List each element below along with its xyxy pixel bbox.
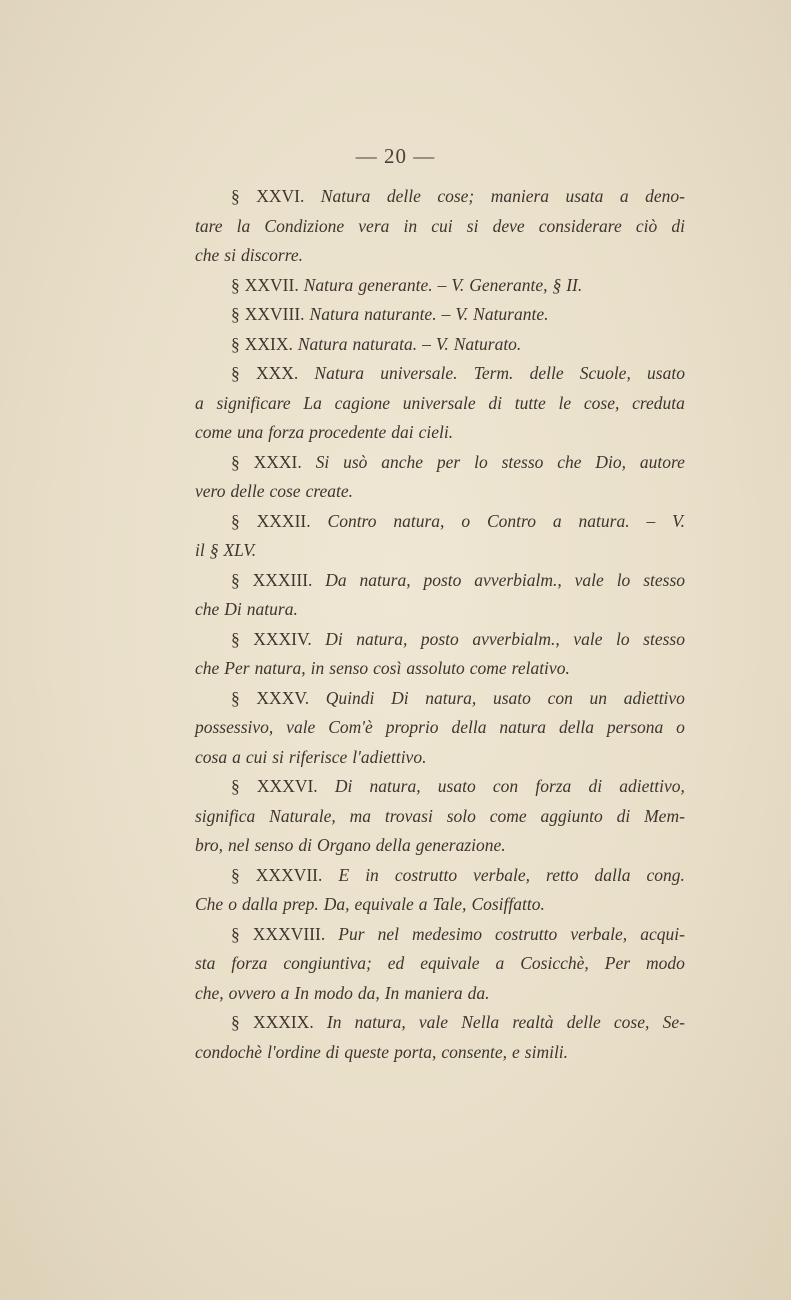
- word: Di: [224, 599, 242, 619]
- word: nel: [228, 835, 250, 855]
- word: Scuole,: [579, 363, 631, 383]
- word: –: [422, 333, 431, 354]
- word: ciò: [635, 215, 658, 236]
- word: adiettivo,: [619, 776, 685, 796]
- word: Per: [224, 658, 250, 678]
- word: consente,: [441, 1041, 507, 1062]
- word: forza: [231, 953, 268, 973]
- word: stesso: [643, 628, 685, 649]
- word: delle: [386, 186, 421, 206]
- text-line: [195, 831, 685, 861]
- word: per: [436, 451, 461, 472]
- text-line: [195, 802, 685, 832]
- word: modo: [646, 953, 685, 973]
- word: XXXVI.: [256, 776, 318, 796]
- word: tutte: [514, 392, 546, 413]
- word: trovasi: [384, 805, 433, 826]
- word: V.: [451, 274, 465, 295]
- word: tare: [195, 215, 223, 236]
- word: come: [195, 422, 232, 442]
- word: –: [441, 304, 451, 324]
- word: relativo.: [511, 658, 570, 678]
- word: o: [228, 894, 237, 914]
- word: le: [558, 392, 572, 413]
- word: a: [619, 186, 629, 206]
- word: in: [365, 864, 379, 885]
- word: universale: [402, 392, 476, 413]
- word: procedente: [309, 422, 387, 442]
- word: Contro: [327, 510, 377, 531]
- word: di: [616, 805, 631, 826]
- word: generazione.: [415, 835, 506, 855]
- text-line: [195, 389, 685, 419]
- word: in: [310, 658, 325, 678]
- word: XXXV.: [256, 687, 310, 708]
- word: XXXIV.: [253, 628, 312, 649]
- word: Di: [334, 776, 353, 796]
- text-line: [195, 713, 685, 743]
- word: vale: [574, 569, 604, 590]
- word: Mem-: [644, 805, 685, 826]
- word: cagione: [334, 392, 391, 413]
- paragraph: [195, 566, 685, 625]
- word: Com'è: [328, 717, 373, 737]
- word: V.: [455, 304, 469, 324]
- word: lo: [474, 451, 488, 472]
- word: §: [231, 1012, 240, 1032]
- paragraph: [195, 861, 685, 920]
- word: Natura: [309, 304, 360, 324]
- word: Quindi: [325, 687, 375, 708]
- text-line: [195, 979, 685, 1009]
- word: vero: [195, 481, 226, 501]
- word: vale: [286, 717, 316, 737]
- word: II.: [566, 274, 583, 295]
- word: con: [547, 687, 573, 708]
- word: si: [466, 215, 479, 236]
- word: persona: [606, 717, 664, 737]
- word: Naturale,: [269, 805, 336, 826]
- paragraph: [195, 507, 685, 566]
- text-line: [195, 448, 685, 478]
- word: la: [236, 215, 251, 236]
- word: a: [552, 510, 562, 531]
- word: cose;: [437, 186, 475, 206]
- text-line: [195, 1008, 685, 1038]
- word: una: [236, 422, 264, 442]
- word: un: [589, 687, 608, 708]
- word: Natura: [297, 333, 348, 354]
- word: simili.: [524, 1041, 569, 1062]
- word: significare: [216, 392, 291, 413]
- word: come: [469, 658, 507, 678]
- word: Se-: [662, 1012, 685, 1032]
- paragraph: [195, 1008, 685, 1067]
- word: Term.: [473, 363, 514, 383]
- word: cose,: [613, 1012, 650, 1032]
- word: dalla: [241, 894, 278, 914]
- word: di: [588, 776, 603, 796]
- word: come: [489, 805, 527, 826]
- word: a: [280, 982, 290, 1003]
- word: V.: [672, 510, 685, 531]
- paragraph: [195, 920, 685, 1009]
- word: della: [375, 835, 411, 855]
- word: universale.: [380, 363, 458, 383]
- word: usò: [343, 451, 368, 472]
- word: Per: [604, 953, 631, 973]
- word: l'adiettivo.: [352, 746, 427, 767]
- word: che: [557, 451, 582, 472]
- word: XXXIX.: [252, 1012, 314, 1032]
- word: §: [231, 687, 240, 708]
- word: solo: [446, 805, 476, 826]
- word: Condizione: [264, 215, 345, 236]
- word: stesso: [643, 569, 685, 590]
- word: costrutto: [394, 864, 458, 885]
- word: maniera: [404, 982, 463, 1003]
- page-number: — 20 —: [355, 144, 436, 168]
- word: di: [325, 1041, 340, 1062]
- word: anche: [381, 451, 424, 472]
- word: Pur: [338, 923, 365, 944]
- word: vale: [573, 628, 603, 649]
- text-line: [195, 595, 685, 625]
- word: natura,: [354, 1012, 406, 1032]
- word: riferisce: [288, 746, 348, 767]
- word: §: [231, 923, 240, 944]
- text-line: [195, 507, 685, 537]
- word: maniera: [490, 186, 550, 206]
- word: natura,: [359, 569, 411, 590]
- word: senso: [254, 835, 294, 855]
- word: V.: [435, 333, 449, 354]
- word: Da: [325, 569, 347, 590]
- word: Che: [195, 894, 224, 914]
- word: senso: [329, 658, 369, 678]
- word: che: [195, 599, 220, 619]
- word: natura.: [578, 510, 630, 531]
- word: discorre.: [240, 245, 304, 265]
- word: XXXVIII.: [252, 923, 326, 944]
- word: Naturato.: [453, 333, 522, 354]
- paragraph: [195, 359, 685, 448]
- text-line: [195, 625, 685, 655]
- word: cong.: [646, 864, 685, 885]
- word: XXVIII.: [244, 304, 305, 324]
- word: si: [224, 245, 236, 265]
- word: verbale,: [570, 923, 628, 944]
- word: lo: [616, 628, 630, 649]
- text-line: [195, 359, 685, 389]
- text-line: [195, 949, 685, 979]
- word: forza: [535, 776, 572, 796]
- word: proprio: [385, 717, 439, 737]
- word: realtà: [512, 1012, 554, 1032]
- word: che,: [195, 982, 224, 1003]
- word: assoluto: [406, 658, 465, 678]
- word: E: [338, 864, 350, 885]
- word: Dio,: [595, 451, 627, 472]
- paragraph: [195, 448, 685, 507]
- word: autore: [639, 451, 685, 472]
- word: ed: [387, 953, 405, 973]
- word: naturante.: [364, 304, 437, 324]
- word: §: [231, 864, 240, 885]
- paragraph: [195, 182, 685, 271]
- word: Cosiffatto.: [471, 894, 545, 914]
- word: a: [195, 392, 204, 413]
- word: XXXII.: [256, 510, 311, 531]
- word: Tale,: [432, 894, 467, 914]
- word: §: [231, 451, 240, 472]
- word: §: [231, 186, 240, 206]
- word: a: [495, 953, 505, 973]
- word: cui: [245, 746, 268, 767]
- word: §: [231, 333, 240, 354]
- word: vera: [358, 215, 390, 236]
- text-line: [195, 861, 685, 891]
- word: natura,: [369, 776, 421, 796]
- word: usato: [647, 363, 685, 383]
- word: §: [231, 569, 240, 590]
- word: Di: [391, 687, 409, 708]
- text-line: [195, 536, 685, 566]
- text-line: [195, 920, 685, 950]
- word: XXXIII.: [252, 569, 313, 590]
- word: sta: [195, 953, 216, 973]
- word: che: [195, 245, 220, 265]
- word: natura,: [356, 628, 408, 649]
- word: §: [231, 363, 240, 383]
- text-block: [195, 182, 685, 1067]
- word: vale: [418, 1012, 449, 1032]
- word: naturata.: [352, 333, 418, 354]
- word: porta,: [394, 1041, 437, 1062]
- word: avverbialm.,: [472, 628, 560, 649]
- word: lo: [616, 569, 631, 590]
- word: §: [231, 304, 240, 324]
- word: considerare: [538, 215, 622, 236]
- word: Naturante.: [473, 304, 549, 324]
- word: retto: [546, 864, 579, 885]
- paragraph: [195, 271, 685, 301]
- text-line: [195, 182, 685, 212]
- word: §: [231, 274, 240, 295]
- text-line: [195, 271, 685, 301]
- word: creduta: [632, 392, 685, 413]
- word: nel: [377, 923, 399, 944]
- word: XLV.: [223, 540, 257, 560]
- word: §: [231, 776, 240, 796]
- word: In: [326, 1012, 342, 1032]
- word: Di: [325, 628, 343, 649]
- word: Natura: [314, 363, 365, 383]
- paragraph: [195, 330, 685, 360]
- text-line: [195, 654, 685, 684]
- word: cosa: [195, 746, 228, 767]
- word: natura,: [254, 658, 306, 678]
- word: a: [418, 894, 428, 914]
- word: equivale: [420, 953, 480, 973]
- word: XXXI.: [253, 451, 302, 472]
- word: acqui-: [640, 923, 685, 944]
- word: usato: [492, 687, 531, 708]
- word: a: [232, 746, 241, 767]
- word: modo: [313, 982, 353, 1003]
- word: XXIX.: [244, 333, 293, 354]
- word: natura: [499, 717, 547, 737]
- word: Organo: [316, 835, 371, 855]
- text-line: [195, 566, 685, 596]
- word: verbale,: [473, 864, 530, 885]
- word: posto: [420, 628, 459, 649]
- word: medesimo: [412, 923, 482, 944]
- word: deno-: [645, 186, 685, 206]
- word: natura,: [425, 687, 477, 708]
- word: cui: [431, 215, 453, 236]
- word: significa: [195, 805, 256, 826]
- word: bro,: [195, 835, 224, 855]
- word: Cosicchè,: [520, 953, 589, 973]
- text-line: [195, 418, 685, 448]
- word: XXX.: [255, 363, 299, 383]
- word: §: [231, 510, 240, 531]
- word: XXVI.: [256, 186, 305, 206]
- word: §: [209, 540, 219, 560]
- word: della: [558, 717, 594, 737]
- word: delle: [529, 363, 564, 383]
- word: stesso: [501, 451, 544, 472]
- word: di: [671, 215, 685, 236]
- word: –: [646, 510, 656, 531]
- word: da.: [467, 982, 490, 1003]
- word: queste: [344, 1041, 390, 1062]
- text-line: [195, 241, 685, 271]
- word: Natura: [320, 186, 371, 206]
- word: §: [552, 274, 562, 295]
- word: adiettivo: [623, 687, 685, 708]
- word: prep.: [282, 894, 319, 914]
- word: o: [461, 510, 471, 531]
- word: create.: [305, 481, 354, 501]
- text-line: [195, 212, 685, 242]
- text-line: [195, 890, 685, 920]
- word: delle: [566, 1012, 601, 1032]
- word: Si: [315, 451, 330, 472]
- word: di: [298, 835, 312, 855]
- paragraph: [195, 684, 685, 773]
- word: ma: [349, 805, 371, 826]
- text-line: [195, 300, 685, 330]
- word: delle: [230, 481, 265, 501]
- word: da,: [357, 982, 380, 1003]
- word: il: [195, 540, 205, 560]
- word: avverbialm.,: [474, 569, 562, 590]
- word: dalla: [594, 864, 631, 885]
- word: –: [437, 274, 447, 295]
- word: usata: [565, 186, 604, 206]
- word: così: [373, 658, 402, 678]
- text-line: [195, 330, 685, 360]
- word: congiuntiva;: [283, 953, 372, 973]
- word: costrutto: [495, 923, 558, 944]
- word: ovvero: [228, 982, 276, 1003]
- word: cieli.: [418, 422, 454, 442]
- text-line: [195, 772, 685, 802]
- word: Natura: [303, 274, 354, 295]
- word: Generante,: [469, 274, 548, 295]
- word: dai: [391, 422, 414, 442]
- text-line: [195, 1038, 685, 1068]
- word: della: [451, 717, 487, 737]
- word: natura.: [246, 599, 298, 619]
- word: In: [294, 982, 309, 1003]
- word: equivale: [354, 894, 414, 914]
- word: cose: [269, 481, 301, 501]
- word: La: [303, 392, 322, 413]
- paragraph: [195, 300, 685, 330]
- word: forza: [268, 422, 305, 442]
- text-line: [195, 477, 685, 507]
- word: si: [272, 746, 284, 767]
- word: XXVII.: [244, 274, 299, 295]
- word: possessivo,: [195, 717, 274, 737]
- word: o: [676, 717, 685, 737]
- word: In: [384, 982, 400, 1003]
- word: generante.: [358, 274, 433, 295]
- word: Nella: [461, 1012, 500, 1032]
- word: l'ordine: [267, 1041, 321, 1062]
- paragraph: [195, 772, 685, 861]
- text-line: [195, 743, 685, 773]
- word: cose,: [583, 392, 620, 413]
- word: usato: [437, 776, 476, 796]
- word: di: [488, 392, 502, 413]
- paragraph: [195, 625, 685, 684]
- word: XXXVII.: [255, 864, 323, 885]
- word: aggiunto: [540, 805, 603, 826]
- word: natura,: [393, 510, 445, 531]
- word: con: [492, 776, 519, 796]
- word: §: [231, 628, 240, 649]
- word: in: [403, 215, 418, 236]
- text-line: [195, 684, 685, 714]
- word: Contro: [487, 510, 536, 531]
- word: Da,: [323, 894, 350, 914]
- word: posto: [423, 569, 462, 590]
- word: condochè: [195, 1041, 263, 1062]
- word: deve: [492, 215, 525, 236]
- word: e: [511, 1041, 520, 1062]
- word: che: [195, 658, 220, 678]
